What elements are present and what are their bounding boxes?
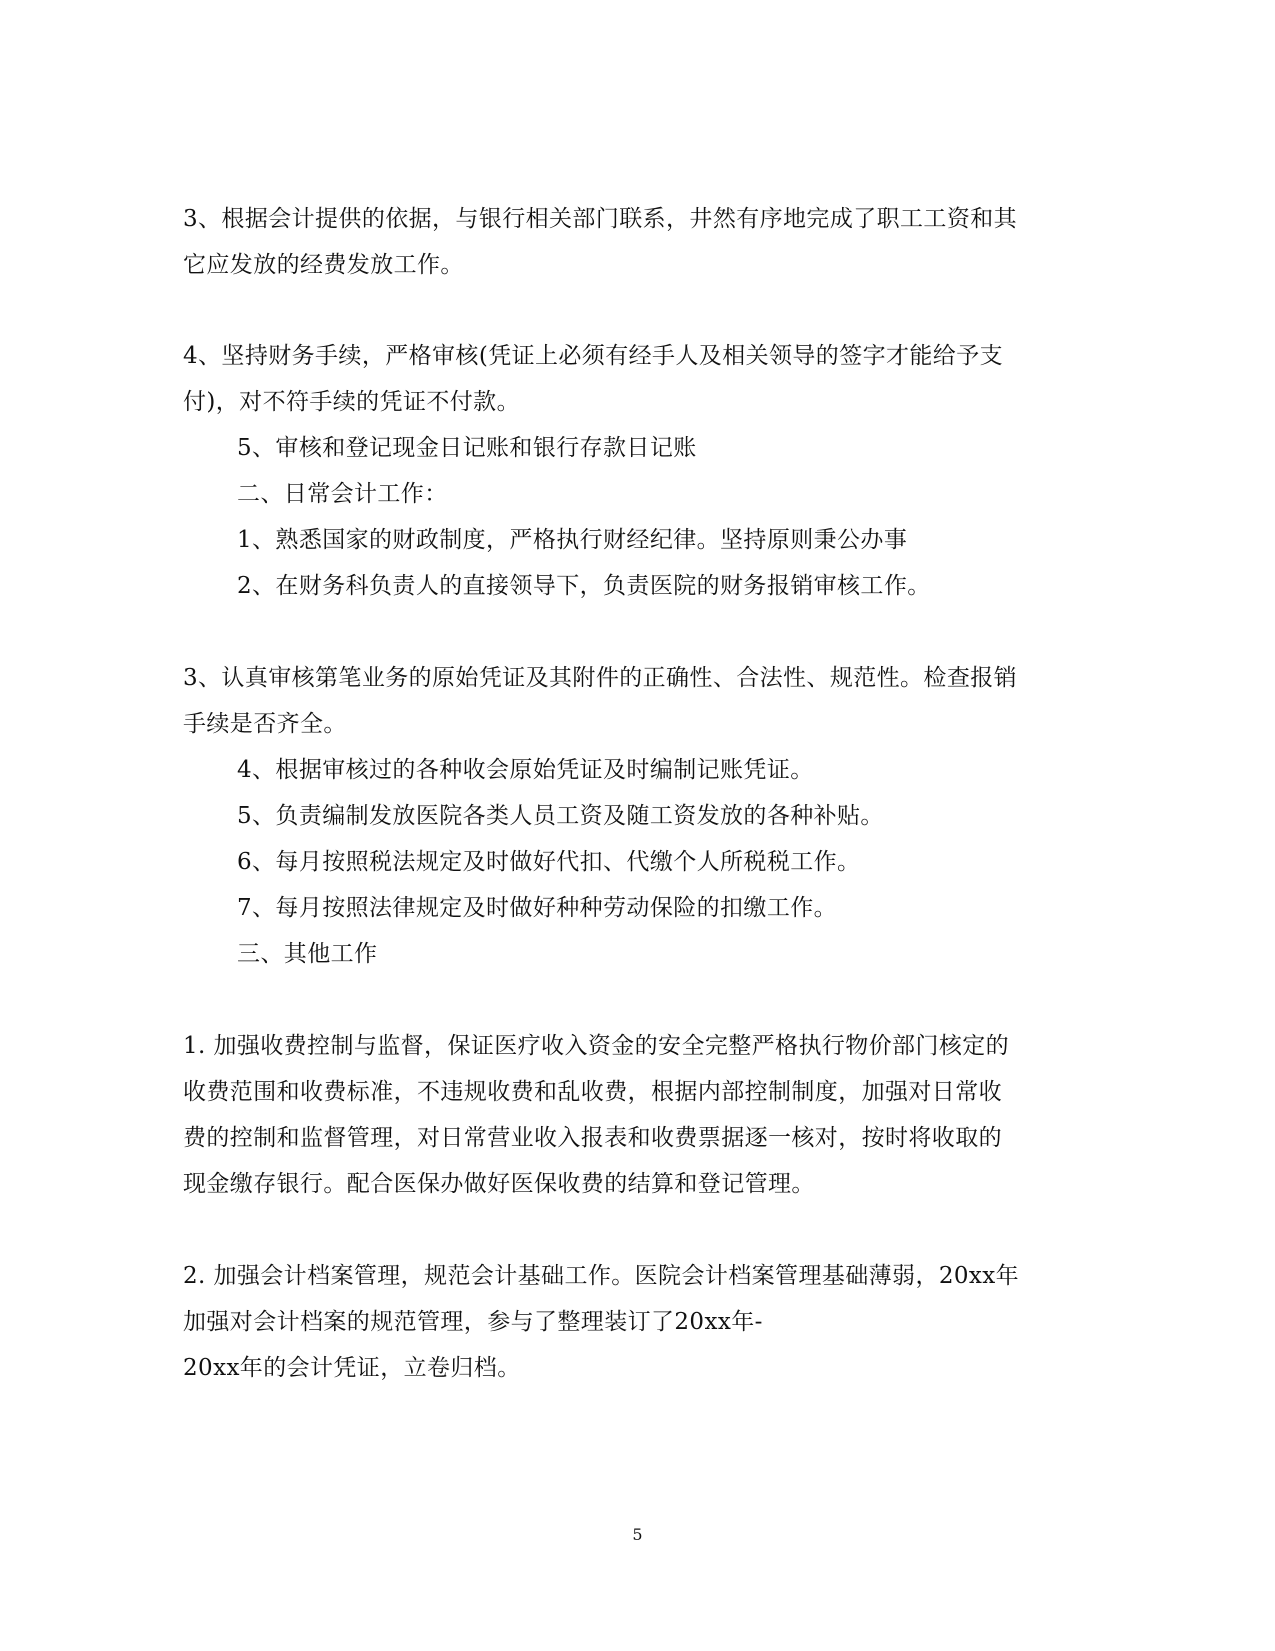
paragraph-line: 2、在财务科负责人的直接领导下，负责医院的财务报销审核工作。	[237, 573, 931, 599]
paragraph-line: 收费范围和收费标准，不违规收费和乱收费，根据内部控制制度，加强对日常收	[183, 1079, 1002, 1105]
paragraph-line: 4、坚持财务手续，严格审核(凭证上必须有经手人及相关领导的签字才能给予支	[183, 343, 1004, 369]
paragraph-line: 手续是否齐全。	[183, 711, 347, 737]
paragraph-line: 1、熟悉国家的财政制度，严格执行财经纪律。坚持原则秉公办事	[237, 527, 908, 553]
paragraph-line: 5、负责编制发放医院各类人员工资及随工资发放的各种补贴。	[237, 803, 884, 829]
paragraph-line: 7、每月按照法律规定及时做好种种劳动保险的扣缴工作。	[237, 895, 838, 921]
paragraph-line: 付)，对不符手续的凭证不付款。	[183, 389, 520, 415]
paragraph-line: 5、审核和登记现金日记账和银行存款日记账	[237, 435, 697, 461]
paragraph-line: 它应发放的经费发放工作。	[183, 252, 464, 278]
page-number: 5	[632, 1525, 643, 1544]
paragraph-line: 加强对会计档案的规范管理，参与了整理装订了20xx年-	[183, 1309, 763, 1335]
section-heading: 二、日常会计工作：	[237, 481, 448, 507]
paragraph-line: 6、每月按照税法规定及时做好代扣、代缴个人所税税工作。	[237, 849, 861, 875]
paragraph-line: 2. 加强会计档案管理，规范会计基础工作。医院会计档案管理基础薄弱，20xx年	[183, 1263, 1020, 1289]
section-heading: 三、其他工作	[237, 941, 378, 967]
paragraph-line: 20xx年的会计凭证，立卷归档。	[183, 1355, 521, 1381]
paragraph-line: 4、根据审核过的各种收会原始凭证及时编制记账凭证。	[237, 757, 814, 783]
paragraph-line: 费的控制和监督管理，对日常营业收入报表和收费票据逐一核对，按时将收取的	[183, 1125, 1002, 1151]
paragraph-line: 1. 加强收费控制与监督，保证医疗收入资金的安全完整严格执行物价部门核定的	[183, 1033, 1010, 1059]
paragraph-line: 3、根据会计提供的依据，与银行相关部门联系，井然有序地完成了职工工资和其	[183, 206, 1018, 232]
paragraph-line: 现金缴存银行。配合医保办做好医保收费的结算和登记管理。	[183, 1171, 815, 1197]
paragraph-line: 3、认真审核第笔业务的原始凭证及其附件的正确性、合法性、规范性。检查报销	[183, 665, 1018, 691]
